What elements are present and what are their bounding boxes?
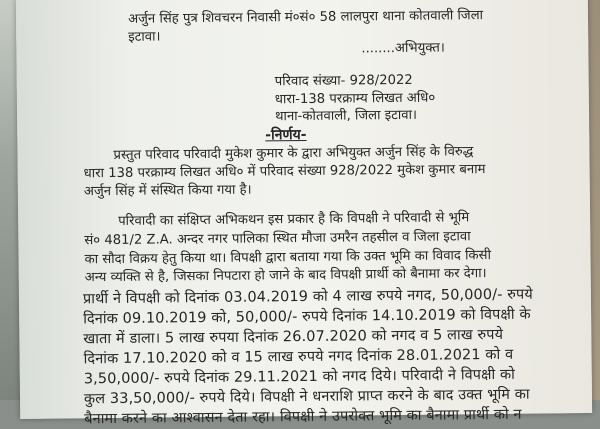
para1-line: अर्जुन सिंह में संस्थित किया गया है।	[83, 182, 252, 200]
act-section: धारा-138 परक्राम्य लिखत अधि०	[274, 90, 436, 108]
para1-line: प्रस्तुत परिवाद परिवादी मुकेश कुमार के द्वारा अभियुक्त अर्जुन सिंह के विरुद्ध	[113, 144, 474, 163]
accused-label: ........अभियुक्त।	[361, 40, 445, 57]
police-station: थाना-कोतवाली, जिला इटावा।	[274, 107, 418, 125]
judgment-title: -निर्णय-	[265, 126, 307, 144]
para2-line: अन्य व्यक्ति से है, जिसका निपटारा हो जाने के बाद विपक्षी प्रार्थी को बैनामा कर देगा।	[84, 266, 487, 286]
para2-line: दिनांक 09.10.2019 को, 50,000/- रुपये दिनांक 14.10.2019 को विपक्षी के	[83, 306, 531, 328]
para2-line: प्रार्थी ने विपक्षी को दिनांक 03.04.2019 को 4 लाख रुपये नगद, 50,000/- रुपये	[82, 286, 533, 308]
para2-line: सं० 481/2 Z.A. अन्दर नगर पालिका स्थित मौजा उमरैन तहसील व जिला इटावा	[84, 229, 471, 249]
accused-address-line-1: अर्जुन सिंह पुत्र शिवचरन निवासी मं०सं० 58 लालपुरा थाना कोतवाली जिला	[127, 8, 484, 27]
para2-line: 3,50,000/- रुपये दिनांक 29.11.2021 को नगद दिये। परिवादी ने विपक्षी को	[83, 366, 516, 388]
para2-line: का सौदा विक्रय हेतु किया था। विपक्षी द्वारा बताया गया कि उक्त भूमि का विवाद किसी	[84, 248, 492, 268]
para2-line: बैनामा करने का आश्वासन देता रहा। विपक्षी ने उपरोक्त भूमि का बैनामा प्रार्थी को न	[84, 406, 522, 428]
para2-line: कुल 33,50,000/- रुपये दिये। विपक्षी ने धनराशि प्राप्त करने के बाद उक्त भूमि का	[83, 386, 530, 408]
judgment-document	[16, 0, 592, 428]
para2-line: खाता में डाला। 5 लाख रुपया दिनांक 26.07.2020 को नगद व 5 लाख रुपये	[83, 326, 504, 348]
para2-line: परिवादी का संक्षिप्त अभिकथन इस प्रकार है कि विपक्षी ने परिवादी से भूमि	[118, 210, 470, 229]
complaint-number: परिवाद संख्या- 928/2022	[274, 72, 413, 90]
para1-line: धारा 138 परक्राम्य लिखत अधि० में परिवाद संख्या 928/2022 मुकेश कुमार बनाम	[83, 162, 486, 182]
accused-address-line-2: इटावा।	[128, 29, 161, 45]
para2-line: दिनांक 17.10.2020 को व 15 लाख रुपये नगद दिनांक 28.01.2021 को व	[83, 346, 514, 368]
